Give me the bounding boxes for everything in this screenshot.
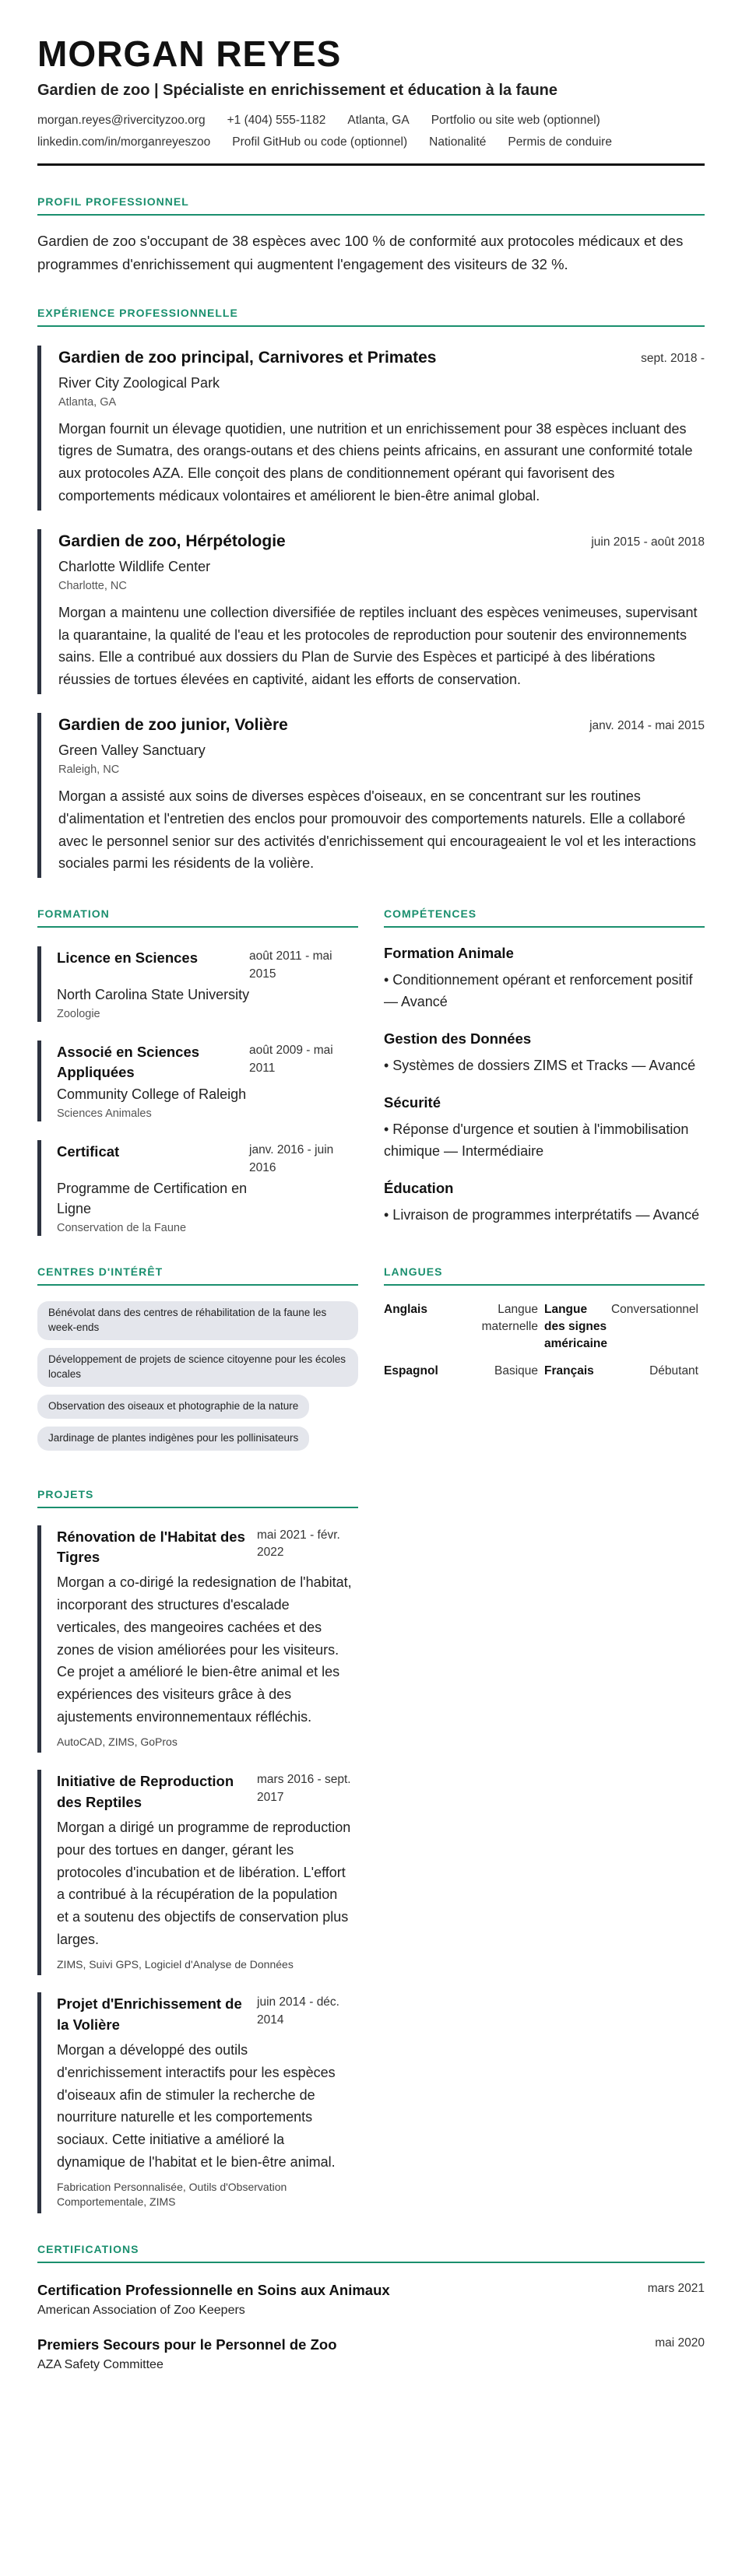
interest-tag: Jardinage de plantes indigènes pour les pollinisateurs [37,1427,309,1451]
experience-item [37,529,705,694]
employer: River City Zoological Park [58,374,220,391]
experience-item [37,713,705,878]
degree: Licence en Sciences [57,949,198,967]
contact-nationality: Nationalité [429,135,487,149]
certification-name: Certification Professionnelle en Soins aux Animaux [37,2281,390,2298]
education-section [37,907,358,1236]
experience-item [37,346,705,511]
candidate-headline: Gardien de zoo | Spécialiste en enrichissement et éducation à la faune [37,81,558,99]
employer: Charlotte Wildlife Center [58,558,211,574]
projects-section [37,1488,358,2213]
education-dates: janv. 2016 - juin 2016 [249,1143,334,1174]
experience-section [37,307,705,879]
interest-tag: Développement de projets de science citoyenne pour les écoles locales [37,1348,358,1387]
job-location: Charlotte, NC [58,579,127,592]
section-title: PROJETS [37,1488,358,1508]
education-item [37,1140,358,1236]
projects-empty-column [384,1488,705,2213]
candidate-name: MORGAN REYES [37,33,342,74]
project-title: Projet d'Enrichissement de la Volière [57,1995,242,2034]
contact-linkedin[interactable]: linkedin.com/in/morganreyeszoo [37,135,211,149]
resume-header [37,34,705,166]
degree: Certificat [57,1143,120,1160]
job-dates: juin 2015 - août 2018 [591,535,705,549]
section-title: COMPÉTENCES [384,907,705,928]
section-title: LANGUES [384,1265,705,1286]
contact-github[interactable]: Profil GitHub ou code (optionnel) [232,135,408,149]
education-dates: août 2009 - mai 2011 [249,1044,333,1075]
skill-item: • Conditionnement opérant et renforcement positif — Avancé [384,972,693,1010]
job-dates: sept. 2018 - [641,351,705,365]
project-dates: mars 2016 - sept. 2017 [257,1773,351,1804]
school: Community College of Raleigh [57,1086,247,1102]
language-entry [544,1363,705,1380]
certifications-section [37,2243,705,2372]
contact-phone[interactable]: +1 (404) 555-1182 [227,113,326,127]
certification-item [37,2282,705,2318]
header-divider [37,163,705,166]
project-description: Morgan a développé des outils d'enrichissement interactifs pour les espèces d'oiseaux afin de stimuler la recherche de nourriture naturelle et les comportements sociaux. Cette initiative a amélioré la dynamique de l'habitat et le bien-être animal. [57,2041,336,2170]
language-level: Basique [494,1364,538,1378]
field-of-study: Conservation de la Faune [57,1222,187,1235]
languages-section [384,1265,705,1458]
section-title: EXPÉRIENCE PROFESSIONNELLE [37,307,705,327]
skill-category: Éducation [384,1179,454,1196]
project-title: Rénovation de l'Habitat des Tigres [57,1528,245,1566]
language-entry [384,1363,544,1380]
project-tools: AutoCAD, ZIMS, GoPros [57,1735,178,1748]
certification-name: Premiers Secours pour le Personnel de Zoo [37,2336,337,2353]
language-entry [544,1301,705,1352]
skill-category: Sécurité [384,1093,441,1111]
interest-tag: Observation des oiseaux et photographie de la nature [37,1395,309,1419]
section-title: FORMATION [37,907,358,928]
job-location: Atlanta, GA [58,395,117,409]
interests-section [37,1265,358,1458]
employer: Green Valley Sanctuary [58,742,206,758]
field-of-study: Zoologie [57,1008,100,1021]
job-title: Gardien de zoo junior, Volière [58,716,288,734]
contact-license: Permis de conduire [508,135,612,149]
project-tools: Fabrication Personnalisée, Outils d'Observation Comportementale, ZIMS [57,2180,287,2209]
project-dates: mai 2021 - févr. 2022 [257,1528,340,1560]
certification-item [37,2336,705,2372]
job-description: Morgan fournit un élevage quotidien, une nutrition et un enrichissement pour 38 espèces incluant des tigres de Sumatra, des orangs-outans et des chiens peints africains, en assurant une conformité totale aux protocoles AZA. Elle conçoit des plans de conditionnement opérant qui favorisent des comportements médicaux volontaires et améliorent le bien-être animal global. [58,420,693,504]
project-item [37,1525,358,1753]
skill-category: Formation Animale [384,945,514,962]
project-item [37,1770,358,1975]
project-title: Initiative de Reproduction des Reptiles [57,1773,234,1811]
contact-portfolio[interactable]: Portfolio ou site web (optionnel) [431,113,600,127]
job-description: Morgan a assisté aux soins de diverses espèces d'oiseaux, en se concentrant sur les routines d'alimentation et l'entretien des enclos pour promouvoir des comportements naturels. Elle a collaboré avec le personnel senior sur des activités d'enrichissement qui encourageaient le vol et les interactions sociales parmi les résidents de la volière. [58,788,696,872]
profile-summary: Gardien de zoo s'occupant de 38 espèces avec 100 % de conformité aux protocoles médicaux et des programmes d'enrichissement qui augmentent l'engagement des visiteurs de 32 %. [37,232,684,273]
job-description: Morgan a maintenu une collection diversifiée de reptiles incluant des espèces venimeuses, supervisant la quarantaine, la qualité de l'eau et les protocoles de reproduction pour soutenir des environnements sains. Elle a contribué aux dossiers du Plan de Survie des Espèces et participé à des libérations réussies de tortues élevées en captivité, aidant les efforts de conservation. [58,604,698,688]
contact-location: Atlanta, GA [347,113,410,127]
language-level: Conversationnel [610,1303,698,1317]
skill-item: • Livraison de programmes interprétatifs — Avancé [384,1206,700,1223]
certification-date: mai 2020 [655,2336,705,2350]
section-title: CENTRES D'INTÉRÊT [37,1265,358,1286]
skill-category: Gestion des Données [384,1030,532,1047]
language-level: Débutant [649,1364,698,1378]
section-title: PROFIL PROFESSIONNEL [37,195,705,216]
education-dates: août 2011 - mai 2015 [249,949,332,981]
school: North Carolina State University [57,987,250,1003]
language-name: Espagnol [384,1364,438,1378]
language-name: Langue des signes américaine [544,1303,607,1350]
contact-list [37,114,707,149]
language-level: Langue maternelle [481,1303,538,1333]
profile-section [37,195,705,277]
project-description: Morgan a co-dirigé la redesignation de l'habitat, incorporant des structures d'escalade verticales, des mangeoires cachées et des zones de vision améliorées pour les visiteurs. Ce projet a amélioré le bien-être animal et les expériences des visiteurs grâce à des ajustements environnementaux réfléchis. [57,1574,352,1725]
job-dates: janv. 2014 - mai 2015 [589,719,705,732]
certification-date: mars 2021 [647,2281,705,2295]
project-item [37,1992,358,2213]
field-of-study: Sciences Animales [57,1107,152,1121]
skills-section [384,907,705,1236]
school: Programme de Certification en Ligne [57,1181,248,1217]
degree: Associé en Sciences Appliquées [57,1044,200,1081]
contact-email[interactable]: morgan.reyes@rivercityzoo.org [37,113,206,127]
job-title: Gardien de zoo principal, Carnivores et Primates [58,348,437,367]
language-name: Français [544,1364,594,1378]
skill-item: • Réponse d'urgence et soutien à l'immobilisation chimique — Intermédiaire [384,1121,689,1159]
language-grid [384,1301,705,1380]
section-title: CERTIFICATIONS [37,2243,705,2263]
project-dates: juin 2014 - déc. 2014 [257,1995,339,2027]
interest-tags [37,1301,358,1458]
project-description: Morgan a dirigé un programme de reproduction pour des tortues en danger, gérant les protocoles d'incubation et de libération. L'effort a contribué à la récupération de la population et a soutenu des objectifs de conservation plus larges. [57,1819,351,1947]
interest-tag: Bénévolat dans des centres de réhabilitation de la faune les week-ends [37,1301,358,1340]
education-item [37,1041,358,1121]
language-name: Anglais [384,1303,427,1317]
certification-issuer: American Association of Zoo Keepers [37,2303,245,2317]
job-title: Gardien de zoo, Hérpétologie [58,532,286,550]
project-tools: ZIMS, Suivi GPS, Logiciel d'Analyse de Données [57,1957,294,1971]
certification-issuer: AZA Safety Committee [37,2357,164,2371]
education-skills-row [37,907,705,1236]
education-item [37,946,358,1022]
interests-languages-row [37,1265,705,1458]
language-entry [384,1301,544,1352]
projects-row [37,1488,705,2213]
skill-item: • Systèmes de dossiers ZIMS et Tracks — Avancé [384,1057,696,1073]
job-location: Raleigh, NC [58,763,120,776]
